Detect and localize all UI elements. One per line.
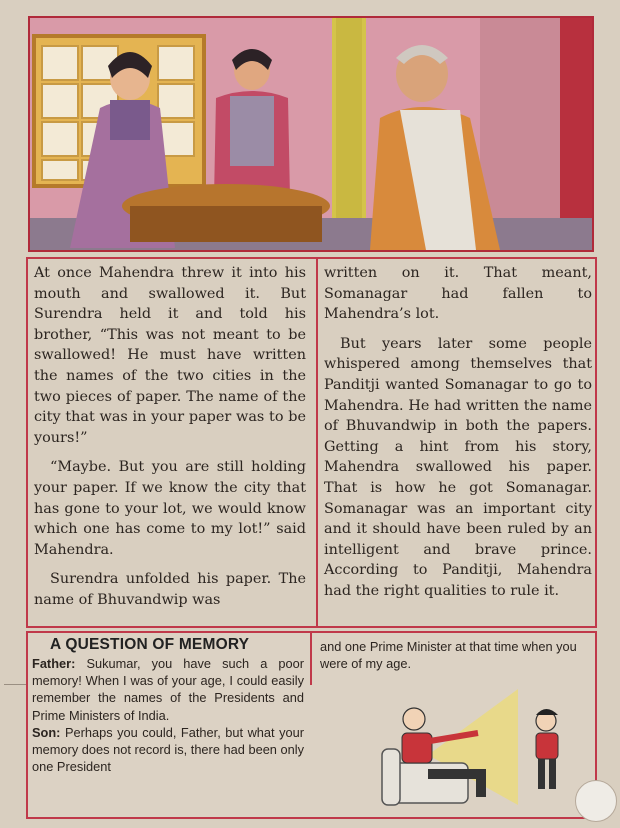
story-paragraph: But years later some people whispered among themselves that Panditji wanted Somanagar to go to Mahendra. He had written the name of Bhuvandwip in both the papers. Getting a hint from his story, Mahendra swallowed his paper. That is how he got Somanagar. Somanagar was an important city and it should have been ruled by an intelligent and brave prince. According to Panditji, Mahendra had the right qualities to rule it. bbox=[324, 335, 592, 599]
story-paragraph: At once Mahendra threw it into his mouth and swallowed it. But Surendra held it and told his brother, “This was not meant to be swallowed! He must have written the names of the two cities in the two pieces of paper. The name of the city that was in your paper was to be yours!” bbox=[34, 265, 306, 446]
father-text: Sukumar, you have such a poor memory! When I was of your age, I could easily remember the names of the Presidents and Prime Ministers of India. bbox=[32, 656, 304, 723]
story-illustration bbox=[28, 16, 594, 252]
memory-question-box bbox=[26, 631, 597, 819]
son-line bbox=[32, 724, 304, 776]
story-left-column bbox=[34, 263, 306, 611]
son-label: Son: bbox=[32, 724, 61, 740]
publisher-stamp-icon bbox=[575, 780, 617, 822]
father-label: Father: bbox=[32, 656, 76, 671]
margin-mark bbox=[4, 684, 26, 685]
illustration-drawing bbox=[30, 18, 592, 250]
cartoon-father-son bbox=[368, 675, 590, 817]
quiz-divider bbox=[310, 633, 312, 685]
quiz-title: A QUESTION OF MEMORY bbox=[50, 636, 250, 653]
father-line bbox=[32, 655, 304, 724]
column-divider bbox=[316, 259, 318, 626]
story-text-panel bbox=[26, 257, 597, 628]
quiz-continuation: and one Prime Minister at that time when you were of my age. bbox=[320, 639, 577, 672]
quiz-left-column bbox=[32, 635, 304, 775]
story-right-column bbox=[324, 263, 592, 602]
story-paragraph: Surendra unfolded his paper. The name of Bhuvandwip was bbox=[34, 571, 306, 608]
story-paragraph: “Maybe. But you are still holding your paper. If we know the city that has gone to your lot, we would know which one has come to my lot!” said Mahendra. bbox=[34, 459, 306, 558]
story-paragraph: written on it. That meant, Somanagar had fallen to Mahendra’s lot. bbox=[324, 265, 592, 323]
son-text: Perhaps you could, Father, but what your memory does not record is, there had been only one President bbox=[32, 724, 304, 775]
